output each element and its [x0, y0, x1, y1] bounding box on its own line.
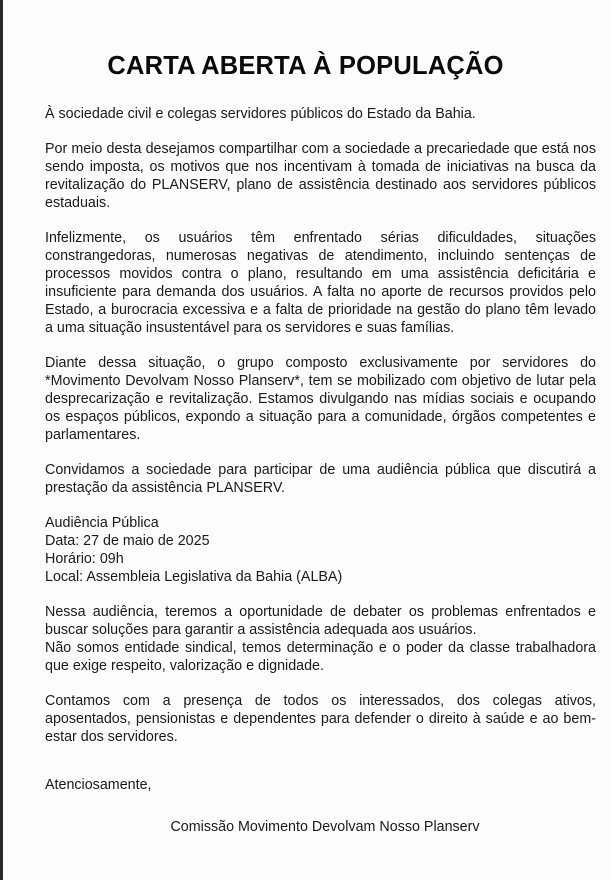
letter-title: CARTA ABERTA À POPULAÇÃO [107, 52, 504, 80]
paragraph-difficulties: Infelizmente, os usuários têm enfrentado sérias dificuldades, situações constrangedoras, numerosas negativas de atendimento, incluindo sentenças de processos movidos contra o plano, resultando em uma assistência deficitária e insuficiente para demanda dos usuários. A falta no aporte de recursos providos pelo Estado, a burocracia excessiva e a falta de prioridade na gestão do plano têm levado a uma situação insustentável para os servidores e suas famílias. [45, 230, 596, 336]
page-edge-shadow [0, 0, 3, 880]
event-date: Data: 27 de maio de 2025 [45, 533, 210, 549]
debate-block [45, 603, 596, 675]
debate-line: Nessa audiência, teremos a oportunidade de debater os problemas enfrentados e buscar soluções para garantir a assistência adequada aos usuários. [45, 604, 596, 638]
letter-body [45, 105, 596, 811]
letter-signature: Comissão Movimento Devolvam Nosso Planserv [170, 819, 480, 835]
paragraph-movement: Diante dessa situação, o grupo composto exclusivamente por servidores do *Movimento Devolvam Nosso Planserv*, tem se mobilizado com objetivo de lutar pela desprecarização e revitalização. Estamos divulgando nas mídias sociais e ocupando os espaços públicos, expondo a situação para a comunidade, órgãos competentes e parlamentares. [45, 355, 596, 443]
letter-closing: Atenciosamente, [45, 777, 152, 793]
paragraph-intro: Por meio desta desejamos compartilhar com a sociedade a precariedade que está nos sendo imposta, os motivos que nos incentivam à tomada de iniciativas na busca da revitalização do PLANSERV, plano de assistência destinado aos servidores públicos estaduais. [45, 141, 596, 211]
event-time: Horário: 09h [45, 551, 124, 567]
event-details [45, 514, 596, 586]
event-location: Local: Assembleia Legislativa da Bahia (ALBA) [45, 569, 343, 585]
letter-greeting: À sociedade civil e colegas servidores públicos do Estado da Bahia. [45, 106, 476, 122]
event-heading: Audiência Pública [45, 515, 159, 531]
determination-line: Não somos entidade sindical, temos determinação e o poder da classe trabalhadora que exige respeito, valorização e dignidade. [45, 640, 596, 674]
paragraph-invitation: Convidamos a sociedade para participar de uma audiência pública que discutirá a prestação da assistência PLANSERV. [45, 462, 596, 496]
paragraph-attendance: Contamos com a presença de todos os interessados, dos colegas ativos, aposentados, pensionistas e dependentes para defender o direito à saúde e ao bem-estar dos servidores. [45, 693, 596, 745]
